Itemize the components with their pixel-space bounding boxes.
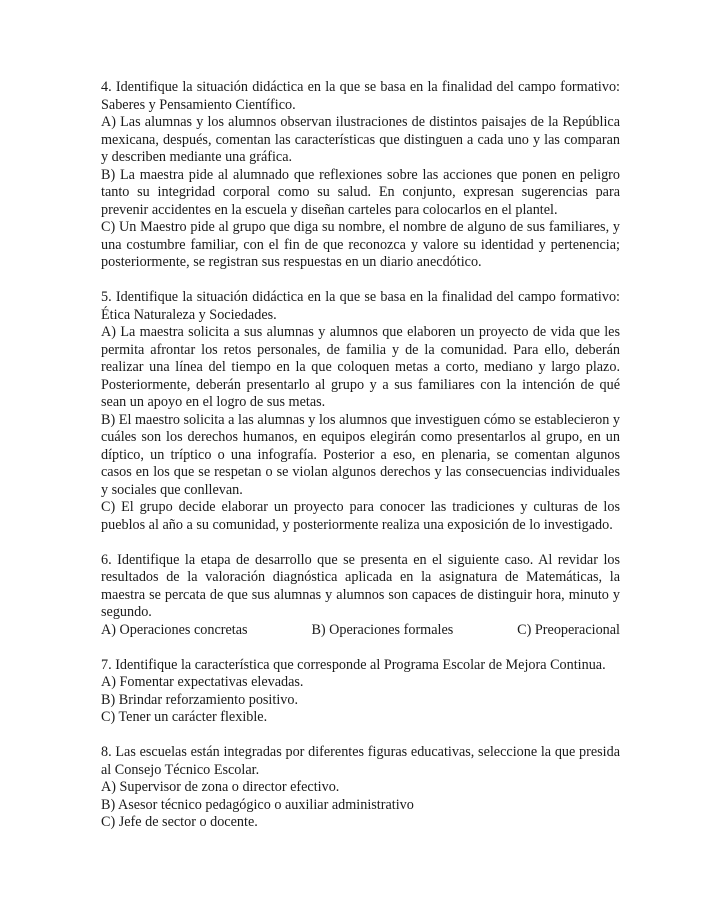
question-6-text: 6. Identifique la etapa de desarrollo que se presenta en el siguiente caso. Al revidar los resultados de la valoración diagnóstica aplicada en la asignatura de Matemáticas, la maestra se percata de que sus alumnas y alumnos son capaces de distinguir hora, minuto y segundo. [101, 551, 620, 620]
question-7 [101, 657, 620, 727]
question-8-option-a: A) Supervisor de zona o director efectivo. [101, 779, 340, 795]
question-5-text: 5. Identifique la situación didáctica en la que se basa en la finalidad del campo formativo: Ética Naturaleza y Sociedades. [101, 289, 620, 323]
question-7-option-c: C) Tener un carácter flexible. [101, 709, 268, 725]
question-7-text: 7. Identifique la característica que corresponde al Programa Escolar de Mejora Continua. [101, 656, 606, 673]
question-6-option-c: C) Preoperacional [517, 621, 620, 638]
question-4 [101, 79, 620, 272]
question-6-option-a: A) Operaciones concretas [101, 621, 248, 638]
question-8-text: 8. Las escuelas están integradas por diferentes figuras educativas, seleccione la que presida al Consejo Técnico Escolar. [101, 744, 620, 778]
question-4-option-b: B) La maestra pide al alumnado que reflexiones sobre las acciones que ponen en peligro tanto su integridad corporal como su salud. En conjunto, expresan sugerencias para prevenir accidentes en la escuela y diseñan carteles para colocarlos en el plantel. [101, 166, 620, 218]
question-5-option-a: A) La maestra solicita a sus alumnas y alumnos que elaboren un proyecto de vida que les permita afrontar los retos personales, de familia y de la comunidad. Para ello, deberán realizar una línea del tiempo en la que coloquen metas a corto, mediano y largo plazo. Posteriormente, deberán presentarlo al grupo y a sus familiares con la intención de qué sean un apoyo en el logro de sus metas. [101, 324, 620, 410]
question-5-option-c: C) El grupo decide elaborar un proyecto para conocer las tradiciones y culturas de los pueblos al año a su comunidad, y posteriormente realiza una exposición de lo investigado. [101, 499, 620, 533]
question-8-option-b: B) Asesor técnico pedagógico o auxiliar administrativo [101, 796, 414, 813]
question-8-option-c: C) Jefe de sector o docente. [101, 814, 258, 830]
question-6 [101, 552, 620, 640]
question-5 [101, 289, 620, 534]
question-6-option-b: B) Operaciones formales [311, 621, 454, 638]
question-5-option-b: B) El maestro solicita a las alumnas y los alumnos que investiguen cómo se establecieron y cuáles son los derechos humanos, en equipos elegirán como presentarlos al grupo, en un díptico, un tríptico o una infografía. Posterior a eso, en plenaria, se comentan algunos casos en los que se respetan o se violan algunos derechos y las consecuencias individuales y sociales que conllevan. [101, 411, 620, 498]
question-6-options [101, 622, 620, 640]
question-4-option-a: A) Las alumnas y los alumnos observan ilustraciones de distintos paisajes de la República mexicana, después, comentan las características que distinguen a cada uno y las comparan y describen mediante una gráfica. [101, 114, 620, 165]
document-page [101, 79, 620, 849]
question-7-option-b: B) Brindar reforzamiento positivo. [101, 691, 298, 708]
question-4-option-c: C) Un Maestro pide al grupo que diga su nombre, el nombre de alguno de sus familiares, y una costumbre familiar, con el fin de que reconozca y valore su identidad y pertenencia; posteriormente, se registran sus respuestas en un diario anecdótico. [101, 219, 620, 270]
question-4-text: 4. Identifique la situación didáctica en la que se basa en la finalidad del campo formativo: Saberes y Pensamiento Científico. [101, 79, 620, 113]
question-8 [101, 744, 620, 832]
question-7-option-a: A) Fomentar expectativas elevadas. [101, 674, 304, 690]
